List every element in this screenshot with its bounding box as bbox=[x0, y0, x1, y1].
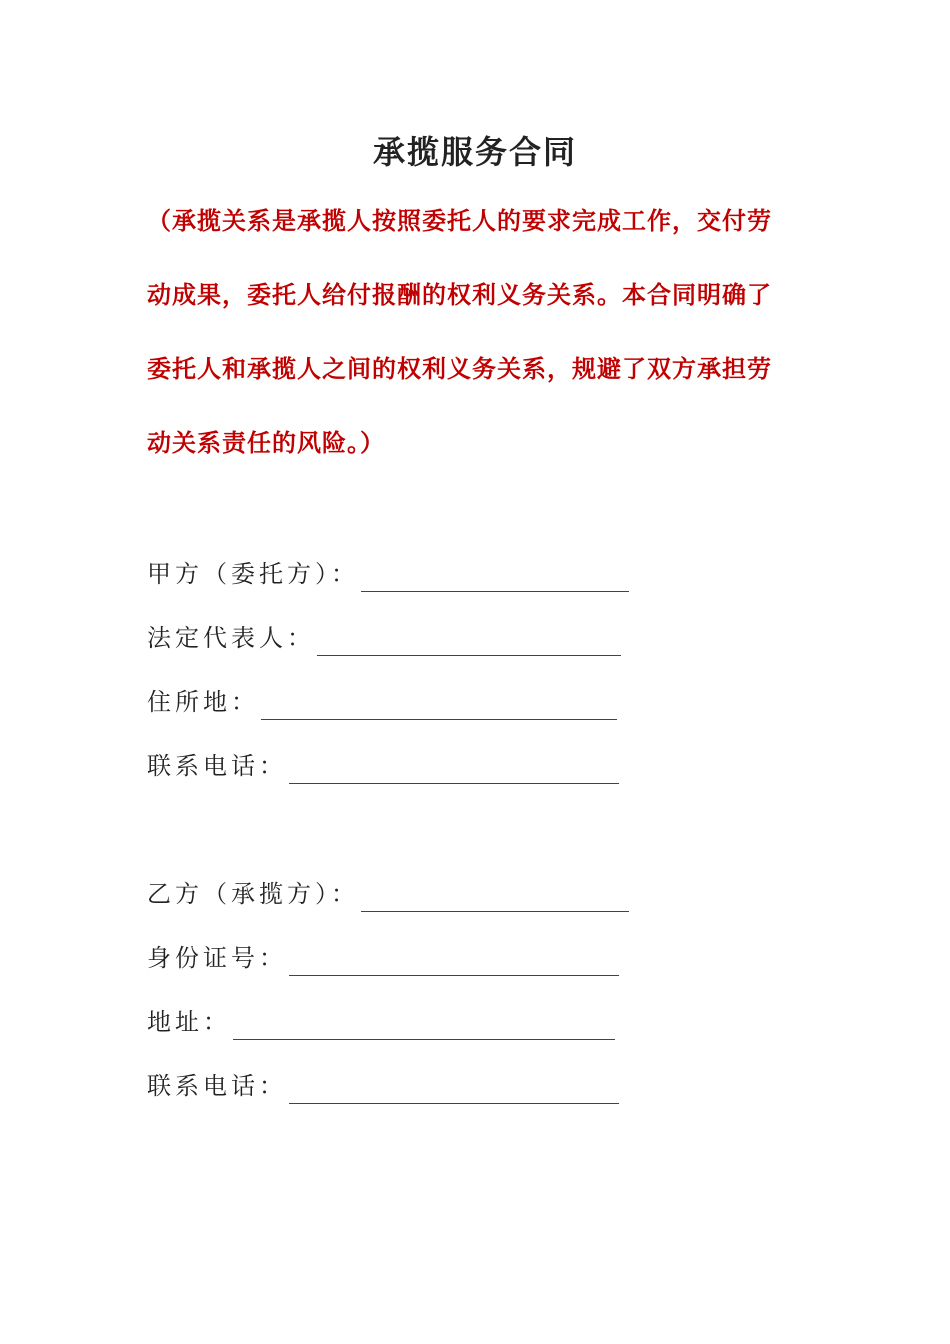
party-b-row bbox=[147, 876, 629, 912]
party-a-blank[interactable] bbox=[361, 565, 629, 592]
note-line: 委托人和承揽人之间的权利义务关系，规避了双方承担劳 bbox=[147, 354, 772, 383]
party-b-phone-blank[interactable] bbox=[289, 1077, 619, 1104]
residence-blank[interactable] bbox=[261, 693, 617, 720]
address-blank[interactable] bbox=[233, 1013, 615, 1040]
party-a-representative-row bbox=[147, 620, 621, 656]
contract-note bbox=[147, 184, 787, 480]
contract-title: 承揽服务合同 bbox=[372, 133, 577, 171]
party-b-label: 乙方（承揽方）： bbox=[147, 880, 359, 908]
party-b-id-row bbox=[147, 940, 619, 976]
party-a-label: 甲方（委托方）： bbox=[147, 560, 359, 588]
representative-label: 法定代表人： bbox=[147, 624, 315, 652]
party-b-address-row bbox=[147, 1004, 615, 1040]
party-a-residence-row bbox=[147, 684, 617, 720]
party-a-row bbox=[147, 556, 629, 592]
residence-label: 住所地： bbox=[147, 688, 259, 716]
party-a-phone-label: 联系电话： bbox=[147, 752, 287, 780]
address-label: 地址： bbox=[147, 1008, 231, 1036]
party-b-phone-row bbox=[147, 1068, 619, 1104]
representative-blank[interactable] bbox=[317, 629, 621, 656]
party-a-phone-blank[interactable] bbox=[289, 757, 619, 784]
note-line: （承揽关系是承揽人按照委托人的要求完成工作，交付劳 bbox=[147, 206, 772, 235]
id-number-blank[interactable] bbox=[289, 949, 619, 976]
note-line: 动关系责任的风险。） bbox=[147, 428, 385, 457]
party-a-phone-row bbox=[147, 748, 619, 784]
note-line: 动成果，委托人给付报酬的权利义务关系。本合同明确了 bbox=[147, 280, 772, 309]
id-number-label: 身份证号： bbox=[147, 944, 287, 972]
party-b-phone-label: 联系电话： bbox=[147, 1072, 287, 1100]
party-b-blank[interactable] bbox=[361, 885, 629, 912]
